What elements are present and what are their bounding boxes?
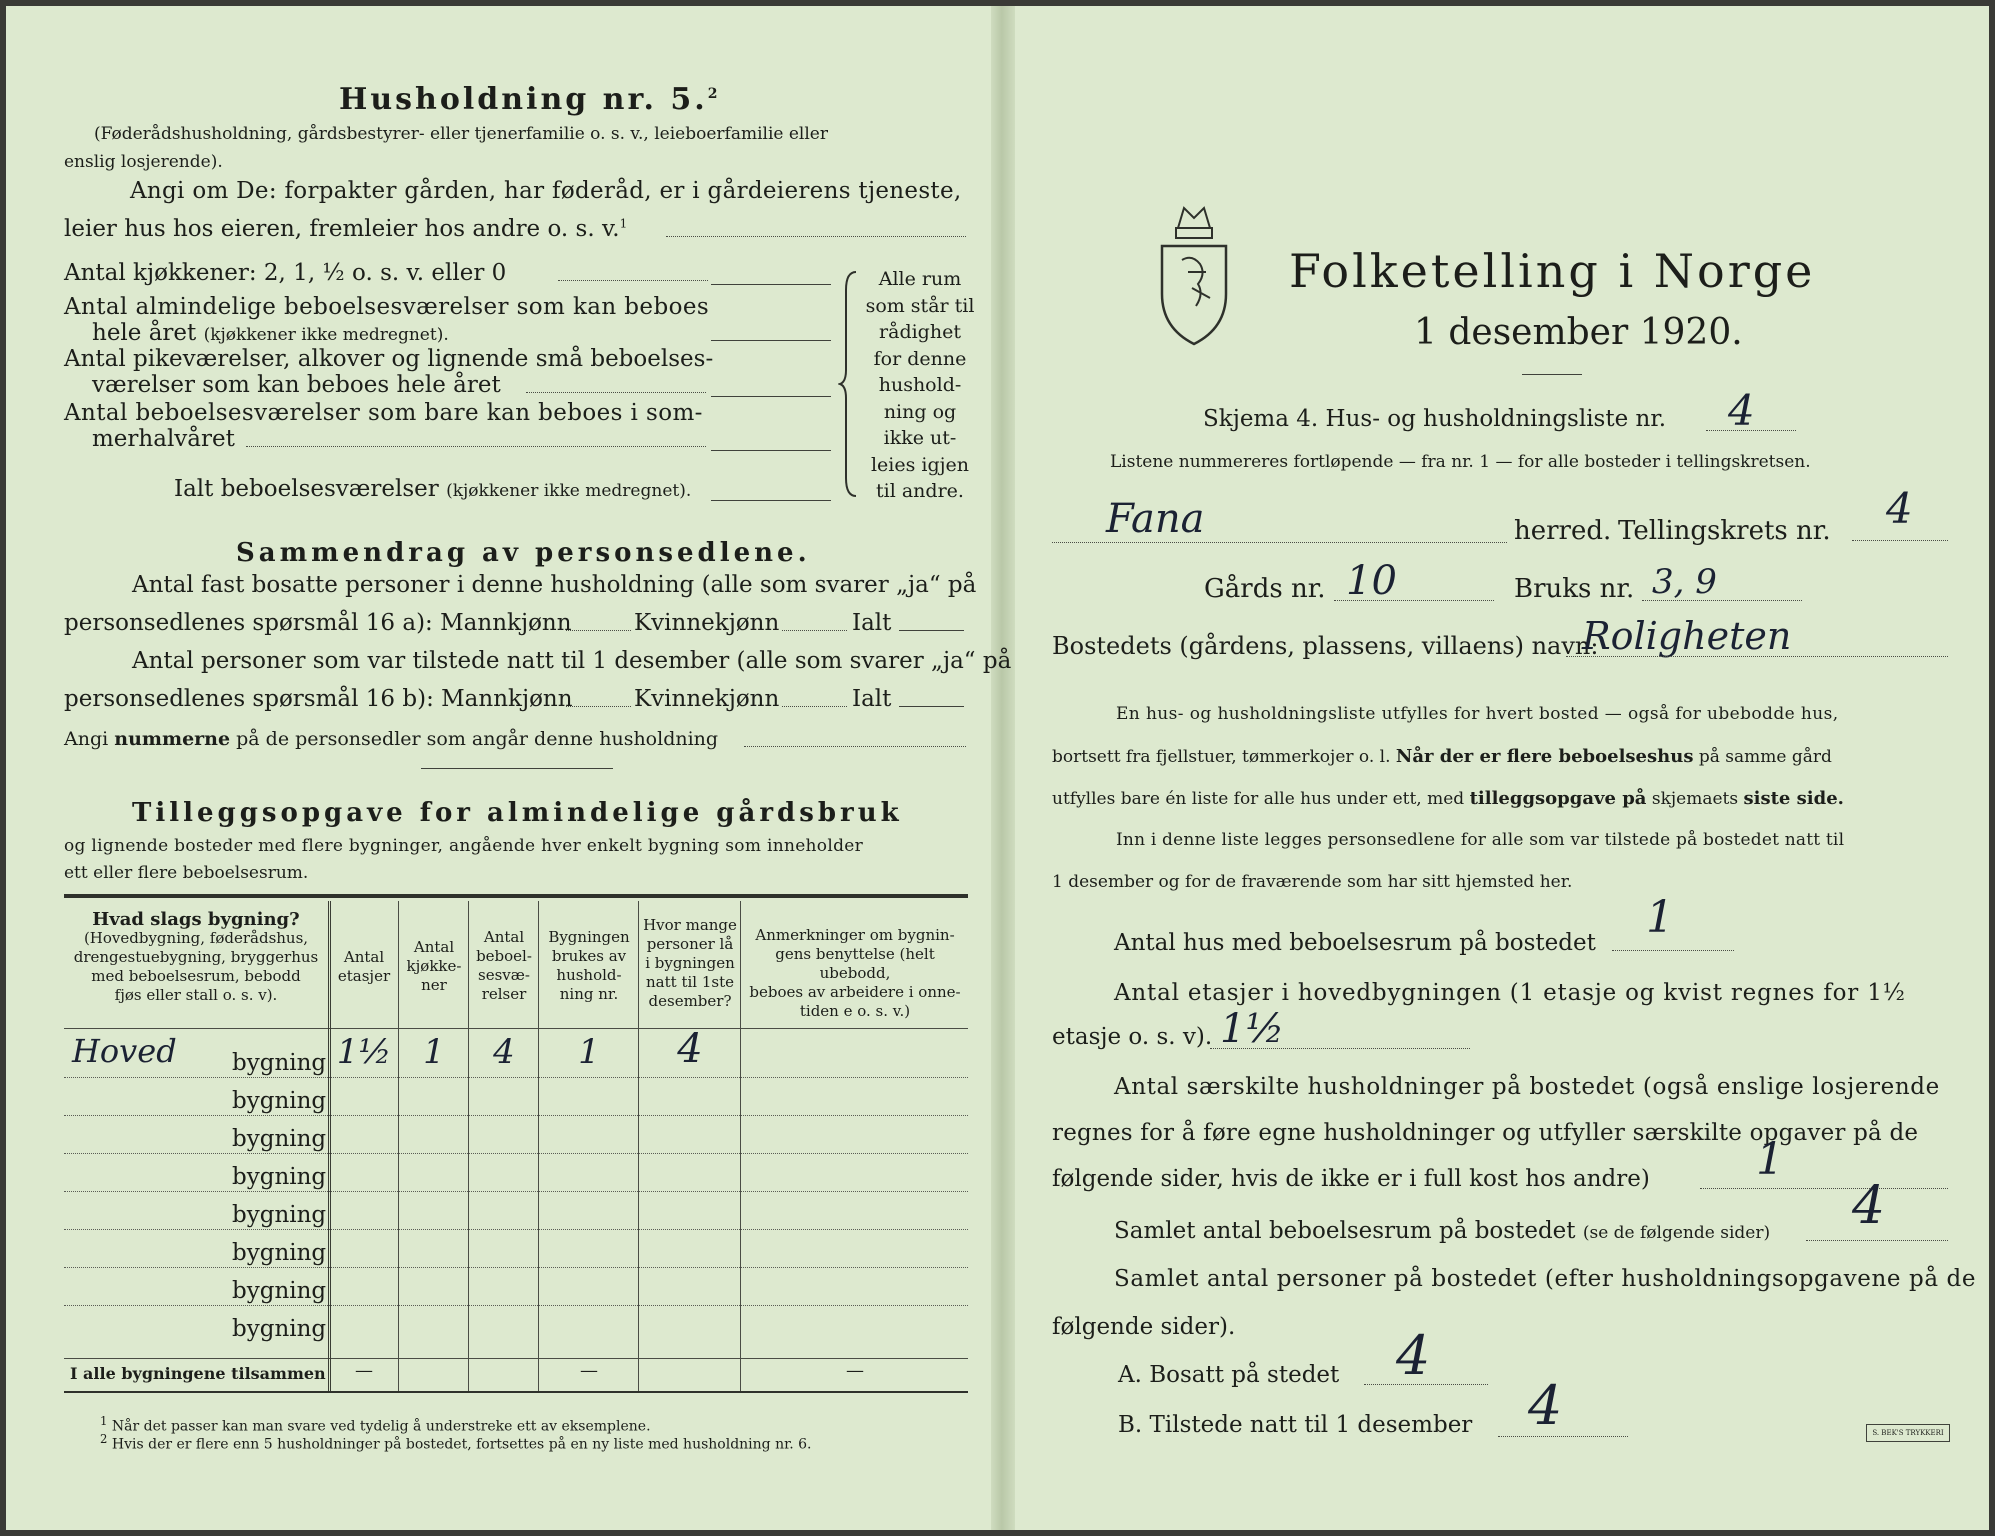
- tillegg-line-2: ett eller flere beboelsesrum.: [64, 863, 309, 883]
- pike-line-2: værelser som kan beboes hele året: [92, 372, 501, 398]
- samlet-pers-line-2: følgende sider).: [1052, 1314, 1236, 1340]
- header-etasjer: Antal etasjer: [337, 948, 391, 985]
- mann-16b-field[interactable]: [566, 706, 631, 707]
- row-label: bygning: [232, 1202, 327, 1228]
- sammendrag-line-2c: Ialt: [852, 610, 892, 636]
- antal-hus-label: Antal hus med beboelsesrum på bostedet: [1114, 930, 1596, 956]
- census-date: 1 desember 1920.: [1414, 312, 1743, 353]
- herred-label: herred.: [1514, 516, 1612, 546]
- row-label: bygning: [232, 1278, 327, 1304]
- info-line-4: Inn i denne liste legges personsedlene for alle som var tilstede på bostedet natt til: [1116, 830, 1845, 850]
- header-type: Hvad slags bygning? (Hovedbygning, føderådshus, drengestuebygning, bryggerhus med beboelsesrum, bebodd fjøs eller stall o. s. v).: [73, 909, 319, 1004]
- bruks-value: 3, 9: [1652, 562, 1717, 602]
- row-kjokkener: 1: [423, 1032, 445, 1072]
- bruks-field[interactable]: [1642, 600, 1802, 601]
- sammendrag-line-2a: personsedlenes spørsmål 16 a): Mannkjønn: [64, 610, 572, 636]
- total-label: I alle bygningene tilsammen: [70, 1364, 326, 1383]
- sommer-leader: [246, 446, 706, 447]
- census-form-sheet: [6, 6, 1989, 1530]
- sammendrag-title: Sammendrag av personsedlene.: [236, 538, 811, 568]
- bruks-label: Bruks nr.: [1514, 574, 1635, 604]
- beboelse-answer[interactable]: [711, 340, 831, 341]
- tellingskrets-field[interactable]: [1852, 540, 1948, 541]
- footnote-2: $^2$ Hvis der er flere enn 5 husholdninger på bostedet, fortsettes på en ny liste med husholdning nr. 6.: [100, 1432, 812, 1453]
- row-separator: [64, 1305, 968, 1306]
- row-type: Hoved: [72, 1032, 177, 1070]
- sammendrag-line-4a: personsedlenes spørsmål 16 b): Mannkjønn: [64, 686, 573, 712]
- header-anmerkninger: Anmerkninger om bygnin- gens benyttelse (helt ubebodd, beboes av arbeidere i onne- tiden e o. s. v.): [749, 926, 961, 1020]
- gards-value: 10: [1346, 558, 1397, 604]
- angi-line-2: leier hus hos eieren, fremleier hos andre o. s. v.$^1$: [64, 216, 628, 242]
- main-title: Folketelling i Norge: [1289, 244, 1816, 298]
- bosatt-value: 4: [1396, 1324, 1431, 1387]
- printer-stamp: S. BEK'S TRYKKERI: [1866, 1424, 1950, 1442]
- sommer-line-2: merhalvåret: [92, 426, 235, 452]
- gards-label: Gårds nr.: [1204, 574, 1326, 604]
- antal-hus-value: 1: [1646, 892, 1674, 943]
- info-line-5: 1 desember og for de fraværende som har sitt hjemsted her.: [1052, 872, 1573, 892]
- row-label: bygning: [232, 1164, 327, 1190]
- section-divider: [421, 768, 613, 769]
- ialt-answer[interactable]: [711, 500, 831, 501]
- footnote-1: $^1$ Når det passer kan man svare ved tydelig å understreke ett av eksemplene.: [100, 1414, 651, 1435]
- total-etasjer: —: [355, 1360, 373, 1381]
- brace-note: Alle rum som står til rådighet for denne hushold- ning og ikke ut- leies igjen til andre.: [865, 268, 975, 502]
- saerskilte-value: 1: [1756, 1134, 1784, 1185]
- row-label: bygning: [232, 1050, 327, 1076]
- tillegg-title: Tilleggsopgave for almindelige gårdsbruk: [132, 798, 903, 828]
- kjokkener-label: Antal kjøkkener: 2, 1, ½ o. s. v. eller 0: [64, 260, 507, 286]
- info-line-1: En hus- og husholdningsliste utfylles for hvert bosted — også for ubebodde hus,: [1116, 704, 1839, 724]
- pike-line-1: Antal pikeværelser, alkover og lignende små beboelses-: [64, 346, 714, 372]
- bosted-value: Roligheten: [1582, 614, 1792, 658]
- nummerne-field[interactable]: [744, 746, 966, 747]
- info-line-3: utfylles bare én liste for alle hus under ett, med tilleggsopgave på skjemaets siste side.: [1052, 788, 1844, 809]
- row-separator: [64, 1191, 968, 1192]
- samlet-rum-value: 4: [1852, 1176, 1886, 1236]
- row-separator: [64, 1153, 968, 1154]
- samlet-rum-field[interactable]: [1806, 1240, 1948, 1241]
- mann-16a-field[interactable]: [566, 630, 631, 631]
- angi-line-1: Angi om De: forpakter gården, har føderåd, er i gårdeierens tjeneste,: [130, 178, 962, 204]
- etasjer-line-2: etasje o. s. v).: [1052, 1024, 1213, 1050]
- skjema-nr-field[interactable]: [1706, 430, 1796, 431]
- row-brukes: 1: [578, 1032, 600, 1072]
- pike-answer[interactable]: [711, 396, 831, 397]
- etasjer-line-1: Antal etasjer i hovedbygningen (1 etasje og kvist regnes for 1½: [1114, 980, 1906, 1006]
- angi-answer-line[interactable]: [666, 236, 966, 237]
- header-brukes: Bygningen brukes av hushold- ning nr.: [548, 928, 630, 1003]
- bosted-field[interactable]: [1566, 656, 1948, 657]
- total-brukes: —: [580, 1360, 598, 1381]
- subtitle-line-1: (Føderådshusholdning, gårdsbestyrer- eller tjenerfamilie o. s. v., leieboerfamilie eller: [94, 124, 828, 144]
- tilstede-field[interactable]: [1498, 1436, 1628, 1437]
- etasjer-field[interactable]: [1210, 1048, 1470, 1049]
- herred-field[interactable]: [1052, 542, 1507, 543]
- ialt-16b-field[interactable]: [899, 706, 964, 707]
- page-fold: [991, 6, 1015, 1530]
- tilstede-value: 4: [1528, 1374, 1563, 1437]
- saerskilte-line-1: Antal særskilte husholdninger på bostedet (også enslige losjerende: [1114, 1074, 1940, 1100]
- bosatt-label: A. Bosatt på stedet: [1118, 1362, 1340, 1388]
- sammendrag-line-4b: Kvinnekjønn: [634, 686, 780, 712]
- kvinne-16a-field[interactable]: [782, 630, 847, 631]
- ialt-label: Ialt beboelsesværelser (kjøkkener ikke medregnet).: [174, 476, 692, 502]
- sammendrag-line-3: Antal personer som var tilstede natt til 1 desember (alle som svarer „ja“ på: [132, 648, 1012, 674]
- samlet-pers-line-1: Samlet antal personer på bostedet (efter husholdningsopgavene på de: [1114, 1266, 1977, 1292]
- sammendrag-line-1: Antal fast bosatte personer i denne husholdning (alle som svarer „ja“ på: [132, 572, 977, 598]
- sammendrag-line-4c: Ialt: [852, 686, 892, 712]
- sommer-line-1: Antal beboelsesværelser som bare kan beboes i som-: [64, 400, 703, 426]
- tellingskrets-value: 4: [1886, 484, 1913, 533]
- brace-icon: [838, 270, 862, 498]
- samlet-rum-label: Samlet antal beboelsesrum på bostedet (se de følgende sider): [1114, 1218, 1771, 1244]
- gards-field[interactable]: [1334, 600, 1494, 601]
- beboelse-line-1: Antal almindelige beboelsesværelser som kan beboes: [64, 294, 710, 320]
- skjema-nr-value: 4: [1728, 386, 1755, 435]
- row-separator: [64, 1229, 968, 1230]
- sammendrag-line-2b: Kvinnekjønn: [634, 610, 780, 636]
- info-line-2: bortsett fra fjellstuer, tømmerkojer o. l. Når der er flere beboelseshus på samme gård: [1052, 746, 1832, 767]
- row-personer: 4: [677, 1026, 703, 1072]
- antal-hus-field[interactable]: [1612, 950, 1734, 951]
- row-label: bygning: [232, 1088, 327, 1114]
- sommer-answer[interactable]: [711, 450, 831, 451]
- title-divider: [1522, 374, 1582, 375]
- header-beboelse: Antal beboel- sesvæ- relser: [476, 928, 532, 1003]
- row-separator: [64, 1267, 968, 1268]
- row-label: bygning: [232, 1126, 327, 1152]
- herred-value: Fana: [1106, 496, 1205, 542]
- skjema-label: Skjema 4. Hus- og husholdningsliste nr.: [1203, 406, 1667, 432]
- coat-of-arms-icon: [1158, 198, 1230, 348]
- saerskilte-field[interactable]: [1700, 1188, 1948, 1189]
- row-label: bygning: [232, 1240, 327, 1266]
- ialt-16a-field[interactable]: [899, 630, 964, 631]
- subtitle-line-2: enslig losjerende).: [64, 152, 223, 172]
- row-etasjer: 1½: [336, 1032, 392, 1072]
- kjokkener-leader: [558, 280, 708, 281]
- kvinne-16b-field[interactable]: [782, 706, 847, 707]
- saerskilte-line-3: følgende sider, hvis de ikke er i full kost hos andre): [1052, 1166, 1650, 1192]
- tillegg-line-1: og lignende bosteder med flere bygninger, angående hver enkelt bygning som inneholder: [64, 836, 864, 856]
- angi-nummerne-label: Angi nummerne på de personsedler som angår denne husholdning: [64, 728, 719, 750]
- bosted-label: Bostedets (gårdens, plassens, villaens) navn:: [1052, 632, 1599, 660]
- pike-leader: [526, 392, 706, 393]
- row-separator: [64, 1115, 968, 1116]
- row-separator: [64, 1077, 968, 1078]
- beboelse-line-2: hele året (kjøkkener ikke medregnet).: [92, 320, 449, 346]
- bosatt-field[interactable]: [1364, 1384, 1488, 1385]
- total-anm: —: [846, 1360, 864, 1381]
- row-label: bygning: [232, 1316, 327, 1342]
- household-title: Husholdning nr. 5.$^2$: [339, 82, 721, 117]
- saerskilte-line-2: regnes for å føre egne husholdninger og utfyller særskilte opgaver på de: [1052, 1120, 1919, 1146]
- row-beboelse: 4: [493, 1032, 515, 1072]
- header-personer: Hvor mange personer lå i bygningen natt til 1ste desember?: [643, 916, 737, 1010]
- tellingskrets-label: Tellingskrets nr.: [1618, 516, 1831, 546]
- etasjer-value: 1½: [1220, 1006, 1285, 1052]
- listene-note: Listene nummereres fortløpende — fra nr. 1 — for alle bosteder i tellingskretsen.: [1110, 452, 1811, 472]
- tilstede-label: B. Tilstede natt til 1 desember: [1118, 1412, 1473, 1438]
- kjokkener-answer[interactable]: [711, 284, 831, 285]
- header-kjokkener: Antal kjøkke- ner: [406, 938, 462, 994]
